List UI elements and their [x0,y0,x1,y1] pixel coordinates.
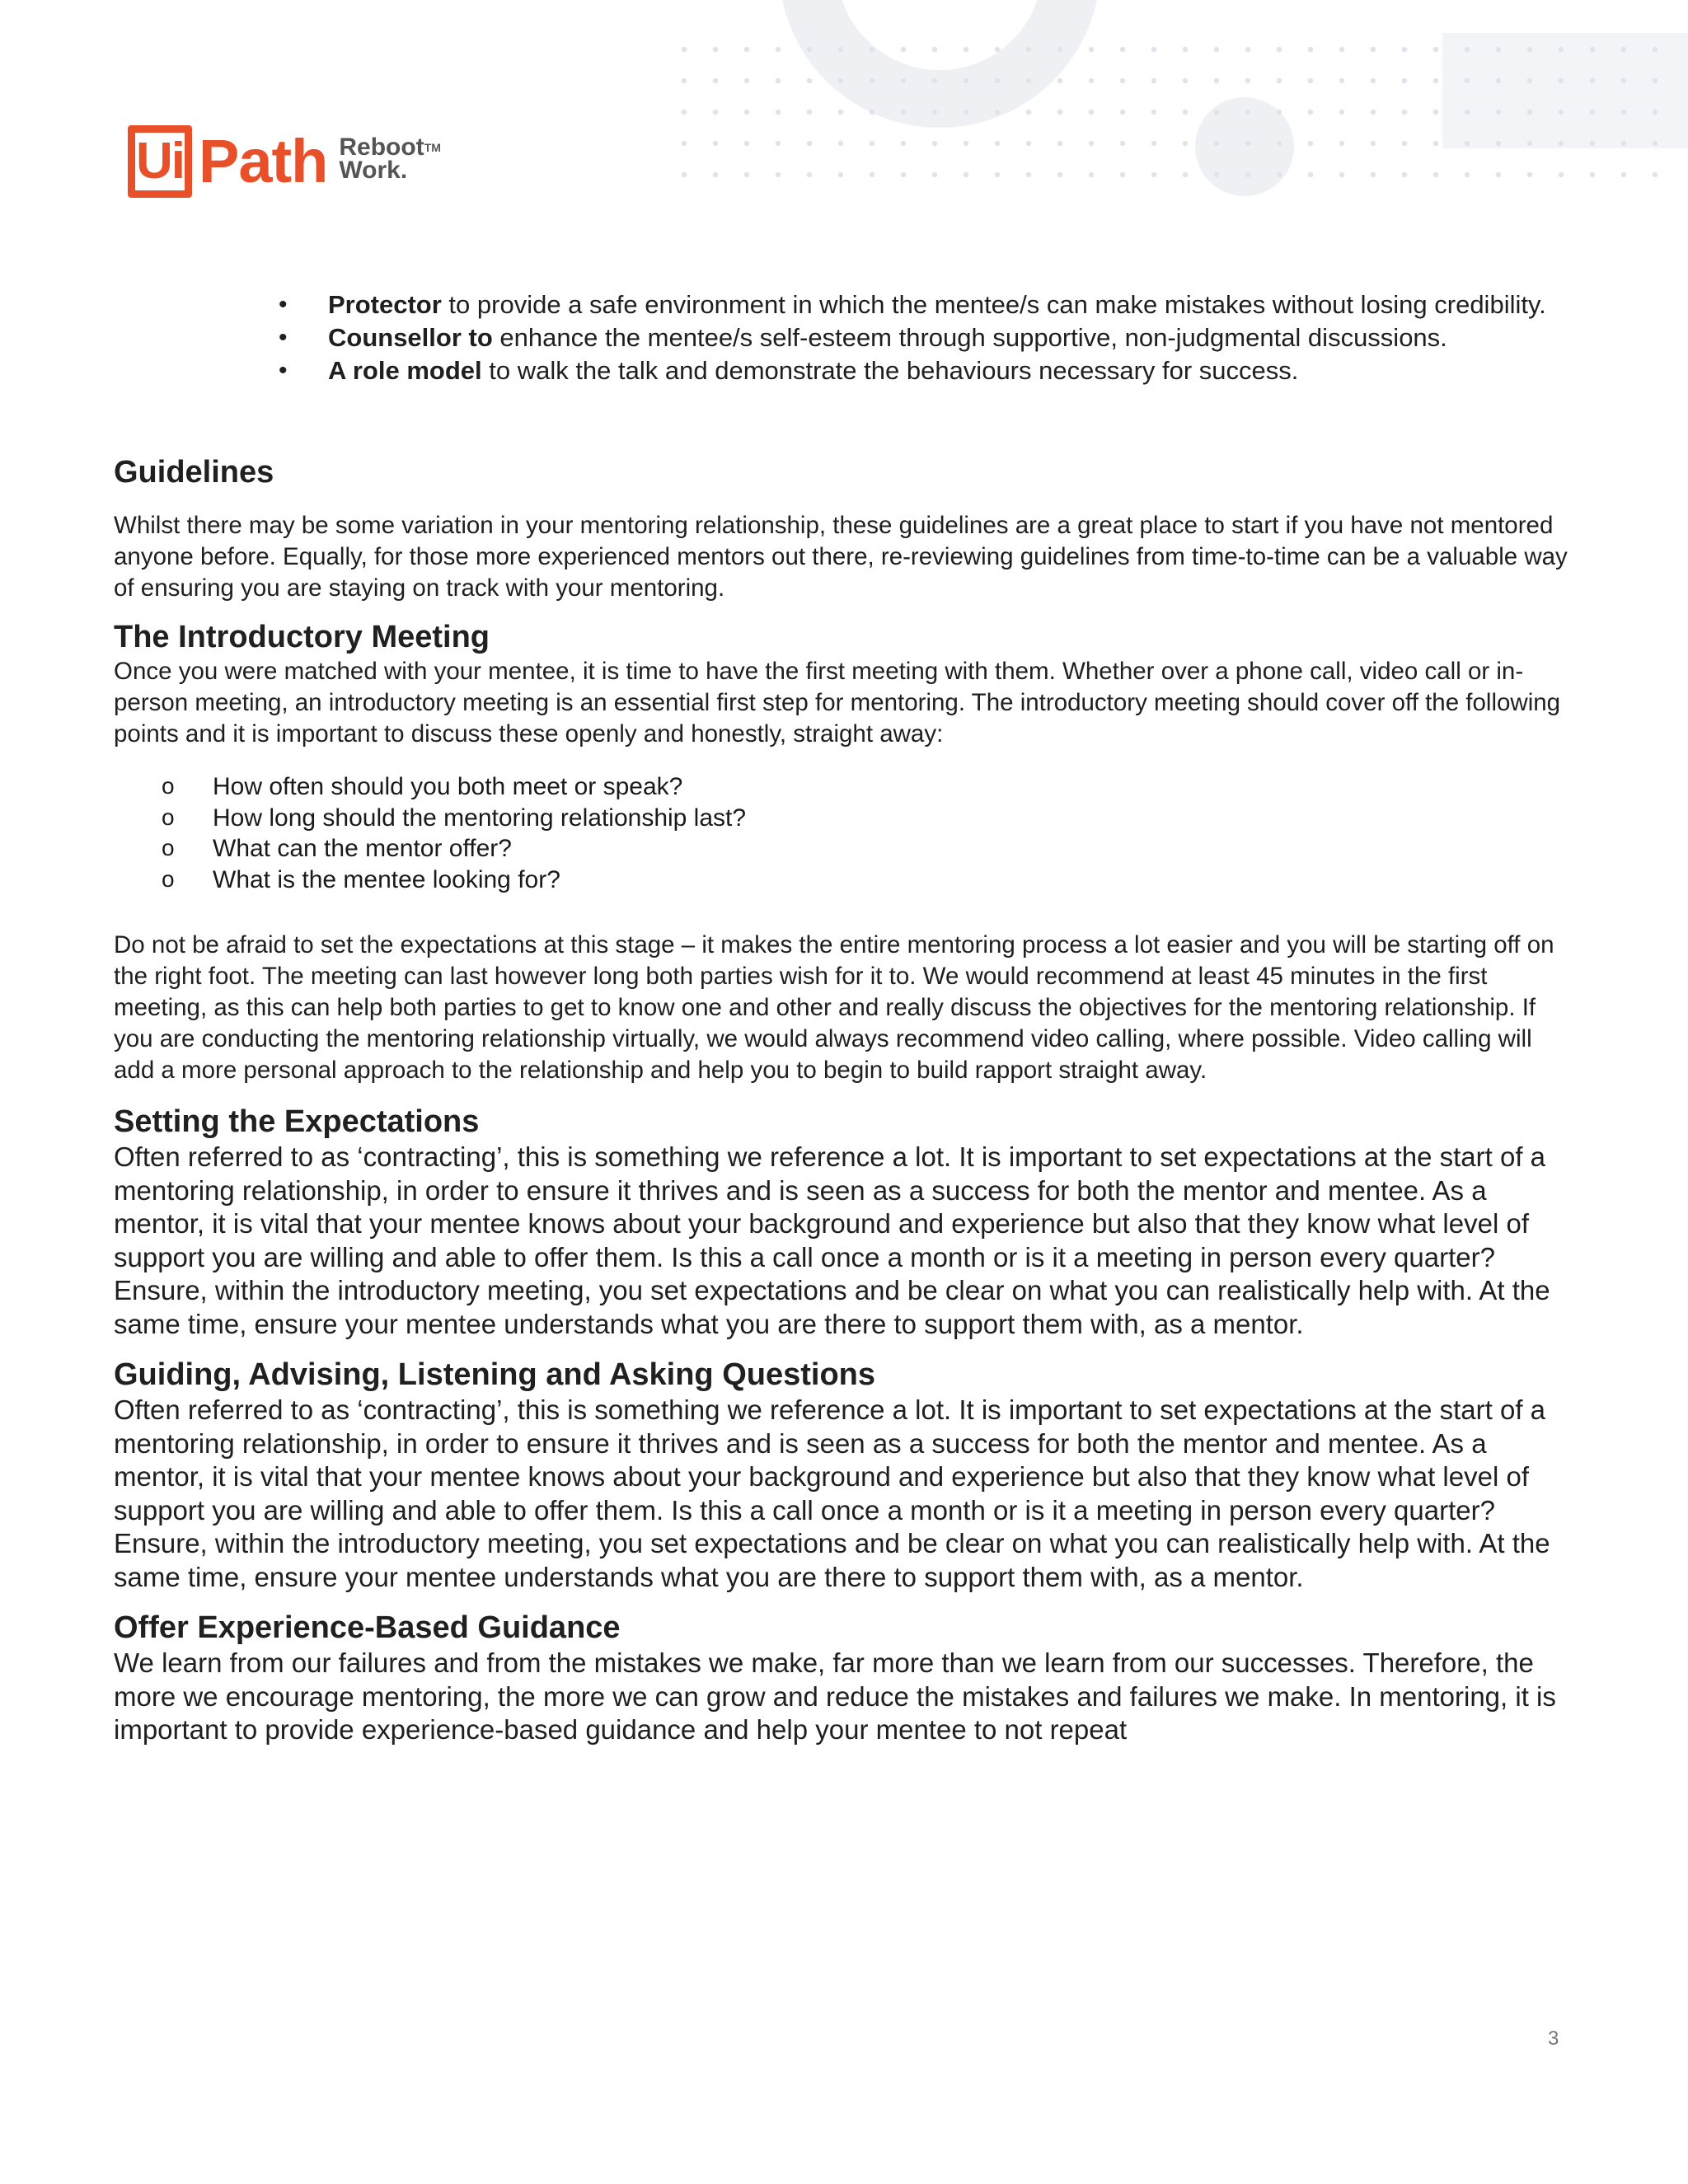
decor-dot [713,141,718,146]
decor-dot [1089,47,1094,52]
decor-dot [932,47,937,52]
decor-dot [744,110,749,115]
decor-dot [1496,141,1501,146]
decor-dot [1527,78,1532,83]
decor-dot [1120,172,1125,177]
decor-dot [1214,47,1219,52]
decor-dot [1245,141,1250,146]
decor-dot [1026,172,1031,177]
decor-dot [1214,172,1219,177]
decor-dot [1465,172,1470,177]
decor-dot [776,47,781,52]
decor-dot [1214,78,1219,83]
decor-dot [1339,47,1344,52]
page-number: 3 [1548,2027,1559,2050]
decor-dot [1339,78,1344,83]
experience-heading: Offer Experience-Based Guidance [114,1610,621,1645]
decor-dot [1057,141,1062,146]
decor-dot [964,78,968,83]
decor-dot [744,47,749,52]
decor-dot [744,78,749,83]
decor-dot [744,172,749,177]
decor-dot [901,110,906,115]
decor-dot [1465,47,1470,52]
decor-dot [1089,141,1094,146]
decor-dot [1026,141,1031,146]
decor-dot [1433,172,1438,177]
decor-dot [1245,172,1250,177]
decor-dot [1433,110,1438,115]
decor-dot [1433,141,1438,146]
logo-tm: TM [424,141,441,154]
uipath-logo [128,124,441,199]
decor-dot [1496,172,1501,177]
decor-dot [713,172,718,177]
decor-dot [1590,110,1595,115]
decor-dot [1590,172,1595,177]
decor-dot [1339,141,1344,146]
decor-dot [682,172,687,177]
decor-dot [1621,47,1626,52]
logo-tagline [339,136,441,182]
decor-dot [838,78,843,83]
decor-dot [995,110,1000,115]
decor-dot [1277,47,1282,52]
decor-dot [901,78,906,83]
decor-dot [1371,47,1376,52]
decor-dot [713,110,718,115]
role-term: Protector [328,290,442,319]
decor-dot [901,141,906,146]
decor-dot [807,110,812,115]
intro-meeting-body: Once you were matched with your mentee, it is time to have the first meeting with them. Whether over a phone call, video call or in-person meeting, an introductory meeting is an essential first step for mentoring. The introductory meeting should cover off the following points and it is important to discuss these openly and honestly, straight away: [114,658,1561,748]
decor-dot [1653,172,1658,177]
decor-dot [1559,47,1564,52]
logo-mark: Ui [128,125,192,198]
decor-dot [807,172,812,177]
decor-dot [1590,78,1595,83]
decor-dot [1308,172,1313,177]
decor-dot [1621,172,1626,177]
decor-dot [1402,78,1407,83]
decor-dot [682,78,687,83]
decor-dot [1183,110,1188,115]
decor-dot [1214,110,1219,115]
decor-dot [995,172,1000,177]
decor-dot [1590,141,1595,146]
guidelines-body: Whilst there may be some variation in your mentoring relationship, these guidelines are a great place to start if you have not mentored anyone before. Equally, for those more experienced mentors out there, re-reviewing guidelines from time-to-time can be a valuable way of ensuring you are staying on track with your mentoring. [114,512,1568,602]
decor-dot [870,78,874,83]
decor-dot [1151,110,1156,115]
intro-meeting-body2: Do not be afraid to set the expectations at this stage – it makes the entire mentoring process a lot easier and you will be starting off on the right foot. The meeting can last however long both parties wish for it to. We would recommend at least 45 minutes in the first meeting, as this can help both parties to get to know one and other and really discuss the objectives for the mentoring relationship. If you are conducting the mentoring relationship virtually, we would always recommend video calling, where possible. Video calling will add a more personal approach to the relationship and help you to begin to build rapport straight away. [114,931,1554,1084]
decor-dot [964,110,968,115]
decor-dot [682,141,687,146]
logo-word: Path [199,127,328,195]
decor-dot [1559,172,1564,177]
decor-dot [1089,172,1094,177]
list-item [328,321,1564,354]
intro-meeting-heading: The Introductory Meeting [114,620,490,654]
decor-dot [995,47,1000,52]
decor-dot [1057,172,1062,177]
decor-dot [1621,141,1626,146]
decor-dot [1402,141,1407,146]
decor-dot [1465,141,1470,146]
decor-dot [1026,78,1031,83]
logo-tag-line2: Work. [339,157,408,184]
decor-dot [1151,172,1156,177]
decor-dot [1057,78,1062,83]
decor-dot [1339,110,1344,115]
decor-dot [776,78,781,83]
decor-dot [1057,110,1062,115]
decor-dot [1559,141,1564,146]
decor-dot [1559,78,1564,83]
decor-dot [682,110,687,115]
decor-dot [1339,172,1344,177]
decor-dot [995,78,1000,83]
decor-dot [1277,172,1282,177]
decor-dot [1559,110,1564,115]
decor-dot [838,172,843,177]
role-term: Counsellor to [328,323,493,352]
decor-dot [1151,78,1156,83]
decor-dot [1308,141,1313,146]
decor-dot [1089,110,1094,115]
decor-dot [1371,172,1376,177]
decor-dot [901,47,906,52]
decor-dot [870,110,874,115]
decor-dot [1214,141,1219,146]
decor-dot [901,172,906,177]
decor-dot [1496,110,1501,115]
decor-dot [1465,110,1470,115]
decor-dot [1308,78,1313,83]
list-item: o What is the mentee looking for? [213,865,1573,896]
decor-dot [1621,110,1626,115]
decor-dot [1057,47,1062,52]
decor-dot [838,141,843,146]
decor-dot [807,47,812,52]
list-item [328,288,1564,321]
decor-dot [1120,47,1125,52]
decor-dot [1120,78,1125,83]
guiding-heading: Guiding, Advising, Listening and Asking Questions [114,1357,876,1392]
decor-dot [807,78,812,83]
decor-dot [682,47,687,52]
decor-dot [932,78,937,83]
decor-dot [1527,172,1532,177]
decor-dot [776,172,781,177]
decor-dot [1120,110,1125,115]
decor-dot [1371,110,1376,115]
decor-dot [1653,141,1658,146]
decor-dot [1496,47,1501,52]
expectations-body: Often referred to as ‘contracting’, this is something we reference a lot. It is important to set expectations at the start of a mentoring relationship, in order to ensure it thrives and is seen as a success for both the mentor and mentee. As a mentor, it is vital that your mentee knows about your background and experience but also that they know what level of support you are willing and able to offer them. Is this a call once a month or is it a meeting in person every quarter? Ensure, within the introductory meeting, you set expectations and be clear on what you can realistically help with. At the same time, ensure your mentee understands what you are there to support them with, as a mentor. [114,1141,1550,1339]
decor-dot [1621,78,1626,83]
decor-dot [1151,47,1156,52]
role-text: enhance the mentee/s self-esteem through supportive, non-judgmental discussions. [492,323,1447,352]
decor-dot [1151,141,1156,146]
role-text: to walk the talk and demonstrate the behaviours necessary for success. [481,356,1299,385]
decor-dot [1590,47,1595,52]
decor-dot [1465,78,1470,83]
decor-dot [1433,78,1438,83]
decor-dot [1653,47,1658,52]
decor-dot [776,110,781,115]
decor-dot [932,172,937,177]
decor-dot [964,47,968,52]
intro-points-list [114,771,1573,895]
decor-dot [870,47,874,52]
decor-dot [1308,47,1313,52]
expectations-heading: Setting the Expectations [114,1104,480,1139]
decor-dot [1402,47,1407,52]
decor-dot [1026,47,1031,52]
role-text: to provide a safe environment in which the mentee/s can make mistakes without losing credibility. [441,290,1546,319]
decor-dot [1527,47,1532,52]
decor-dot [1496,78,1501,83]
decor-dot [713,78,718,83]
decor-dot [1277,78,1282,83]
list-item: o What can the mentor offer? [213,833,1573,865]
logo-tag-line1: Reboot [339,134,424,161]
list-item [328,354,1564,387]
roles-list [328,288,1573,387]
decor-dot [1527,141,1532,146]
decor-dot [1089,78,1094,83]
decor-dot [1277,141,1282,146]
decor-dot [1371,141,1376,146]
decor-dot [964,172,968,177]
decor-dot [1433,47,1438,52]
decor-dot [1653,110,1658,115]
decor-dot [1183,141,1188,146]
decor-dot [870,141,874,146]
decor-dot [1245,110,1250,115]
experience-body: We learn from our failures and from the mistakes we make, far more than we learn from our successes. Therefore, the more we encourage mentoring, the more we can grow and reduce the mistakes and failures we make. In mentoring, it is important to provide experience-based guidance and help your mentee to not repeat [114,1647,1556,1745]
decor-dot [1183,47,1188,52]
decor-dot [1183,78,1188,83]
decor-dot [870,172,874,177]
decor-dot [1371,78,1376,83]
decor-dot [964,141,968,146]
decor-dot [1308,110,1313,115]
decor-dot [807,141,812,146]
decor-dot [838,110,843,115]
guidelines-heading: Guidelines [114,455,274,490]
decor-dot [932,110,937,115]
decor-dot [1402,110,1407,115]
decor-dot [1402,172,1407,177]
decor-dot [1120,141,1125,146]
decor-dot [1653,78,1658,83]
decor-dot [838,47,843,52]
page-content [114,288,1573,1747]
decor-dot [1183,172,1188,177]
decor-dot [1527,110,1532,115]
list-item: o How long should the mentoring relationship last? [213,803,1573,834]
decor-dot [713,47,718,52]
decor-dot [1245,78,1250,83]
decor-dot [1026,110,1031,115]
decor-dot [1245,47,1250,52]
decor-dot [776,141,781,146]
decor-dot [744,141,749,146]
role-term: A role model [328,356,482,385]
decor-dot [995,141,1000,146]
decor-dot [1277,110,1282,115]
decor-dot [932,141,937,146]
guiding-body: Often referred to as ‘contracting’, this is something we reference a lot. It is important to set expectations at the start of a mentoring relationship, in order to ensure it thrives and is seen as a success for both the mentor and mentee. As a mentor, it is vital that your mentee knows about your background and experience but also that they know what level of support you are willing and able to offer them. Is this a call once a month or is it a meeting in person every quarter? Ensure, within the introductory meeting, you set expectations and be clear on what you can realistically help with. At the same time, ensure your mentee understands what you are there to support them with, as a mentor. [114,1394,1550,1592]
list-item: o How often should you both meet or speak? [213,771,1573,803]
